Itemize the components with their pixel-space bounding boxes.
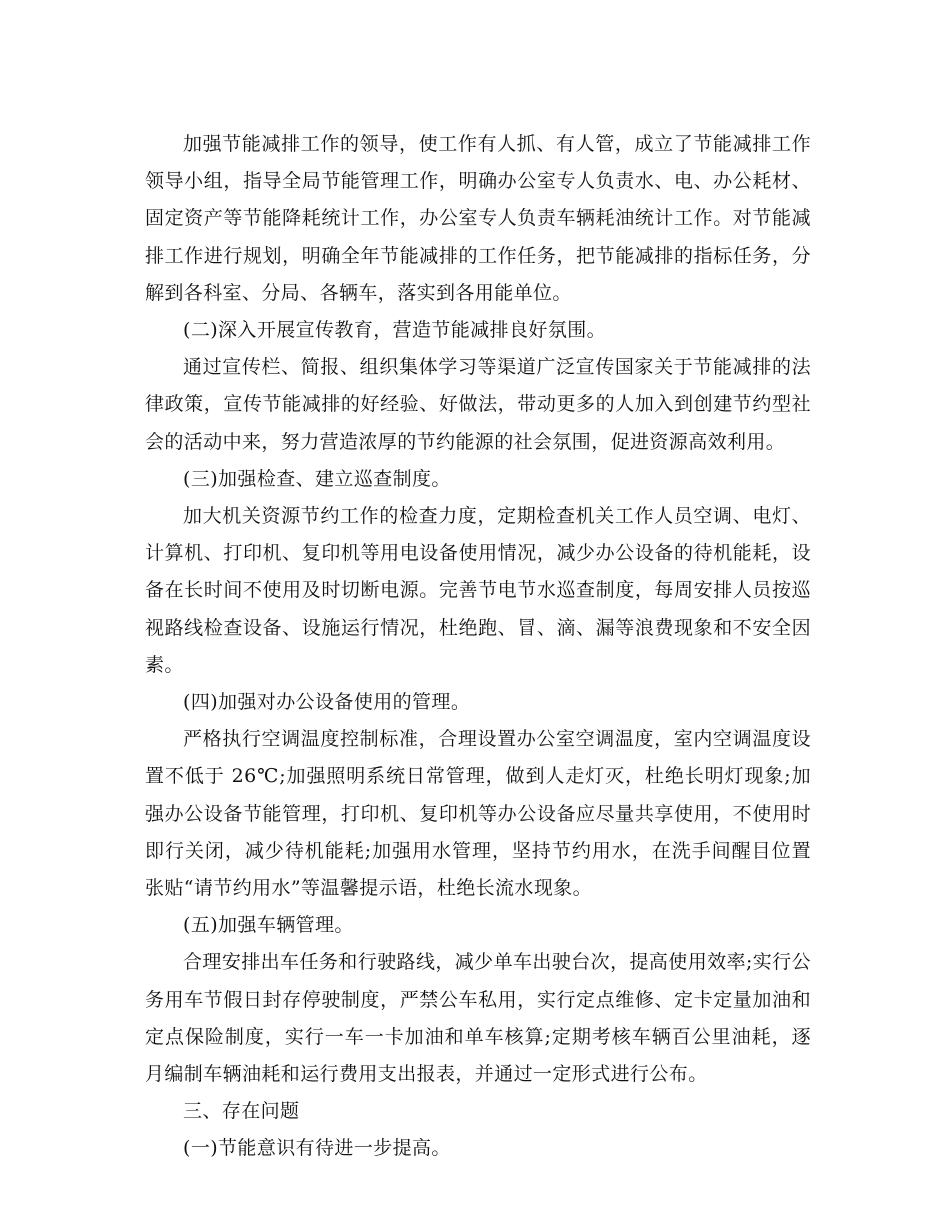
subheading-awareness: (一)节能意识有待进一步提高。	[183, 1137, 451, 1160]
document-body	[145, 126, 811, 1168]
subheading-office-equipment: (四)加强对办公设备使用的管理。	[183, 691, 471, 714]
paragraph-inspection: 加大机关资源节约工作的检查力度，定期检查机关工作人员空调、电灯、计算机、打印机、复印机等用电设备使用情况，减少办公设备的待机能耗，设备在长时间不使用及时切断电源。完善节电节水巡查制度，每周安排人员按巡视路线检查设备、设施运行情况，杜绝跑、冒、滴、漏等浪费现象和不安全因素。	[145, 505, 811, 676]
paragraph-office-equipment: 严格执行空调温度控制标准，合理设置办公室空调温度，室内空调温度设置不低于 26℃;加强照明系统日常管理，做到人走灯灭，杜绝长明灯现象;加强办公设备节能管理，打印机、复印机等办公设备应尽量共享使用，不使用时即行关闭，减少待机能耗;加强用水管理，坚持节约用水，在洗手间醒目位置张贴“请节约用水”等温馨提示语，杜绝长流水现象。	[145, 728, 811, 900]
section-heading-problems: 三、存在问题	[183, 1100, 300, 1123]
paragraph-leadership: 加强节能减排工作的领导，使工作有人抓、有人管，成立了节能减排工作领导小组，指导全局节能管理工作，明确办公室专人负责水、电、办公耗材、固定资产等节能降耗统计工作，办公室专人负责车辆耗油统计工作。对节能减排工作进行规划，明确全年节能减排的工作任务，把节能减排的指标任务，分解到各科室、分局、各辆车，落实到各用能单位。	[145, 133, 811, 304]
paragraph-vehicles: 合理安排出车任务和行驶路线，减少单车出驶台次，提高使用效率;实行公务用车节假日封存停驶制度，严禁公车私用，实行定点维修、定卡定量加油和定点保险制度，实行一车一卡加油和单车核算;定期考核车辆百公里油耗，逐月编制车辆油耗和运行费用支出报表，并通过一定形式进行公布。	[145, 951, 811, 1086]
subheading-inspection: (三)加强检查、建立巡查制度。	[183, 467, 451, 490]
subheading-vehicles: (五)加强车辆管理。	[183, 914, 354, 937]
subheading-publicity: (二)深入开展宣传教育，营造节能减排良好氛围。	[183, 319, 607, 342]
paragraph-publicity: 通过宣传栏、简报、组织集体学习等渠道广泛宣传国家关于节能减排的法律政策，宣传节能减排的好经验、好做法，带动更多的人加入到创建节约型社会的活动中来，努力营造浓厚的节约能源的社会氛围，促进资源高效利用。	[145, 356, 811, 453]
